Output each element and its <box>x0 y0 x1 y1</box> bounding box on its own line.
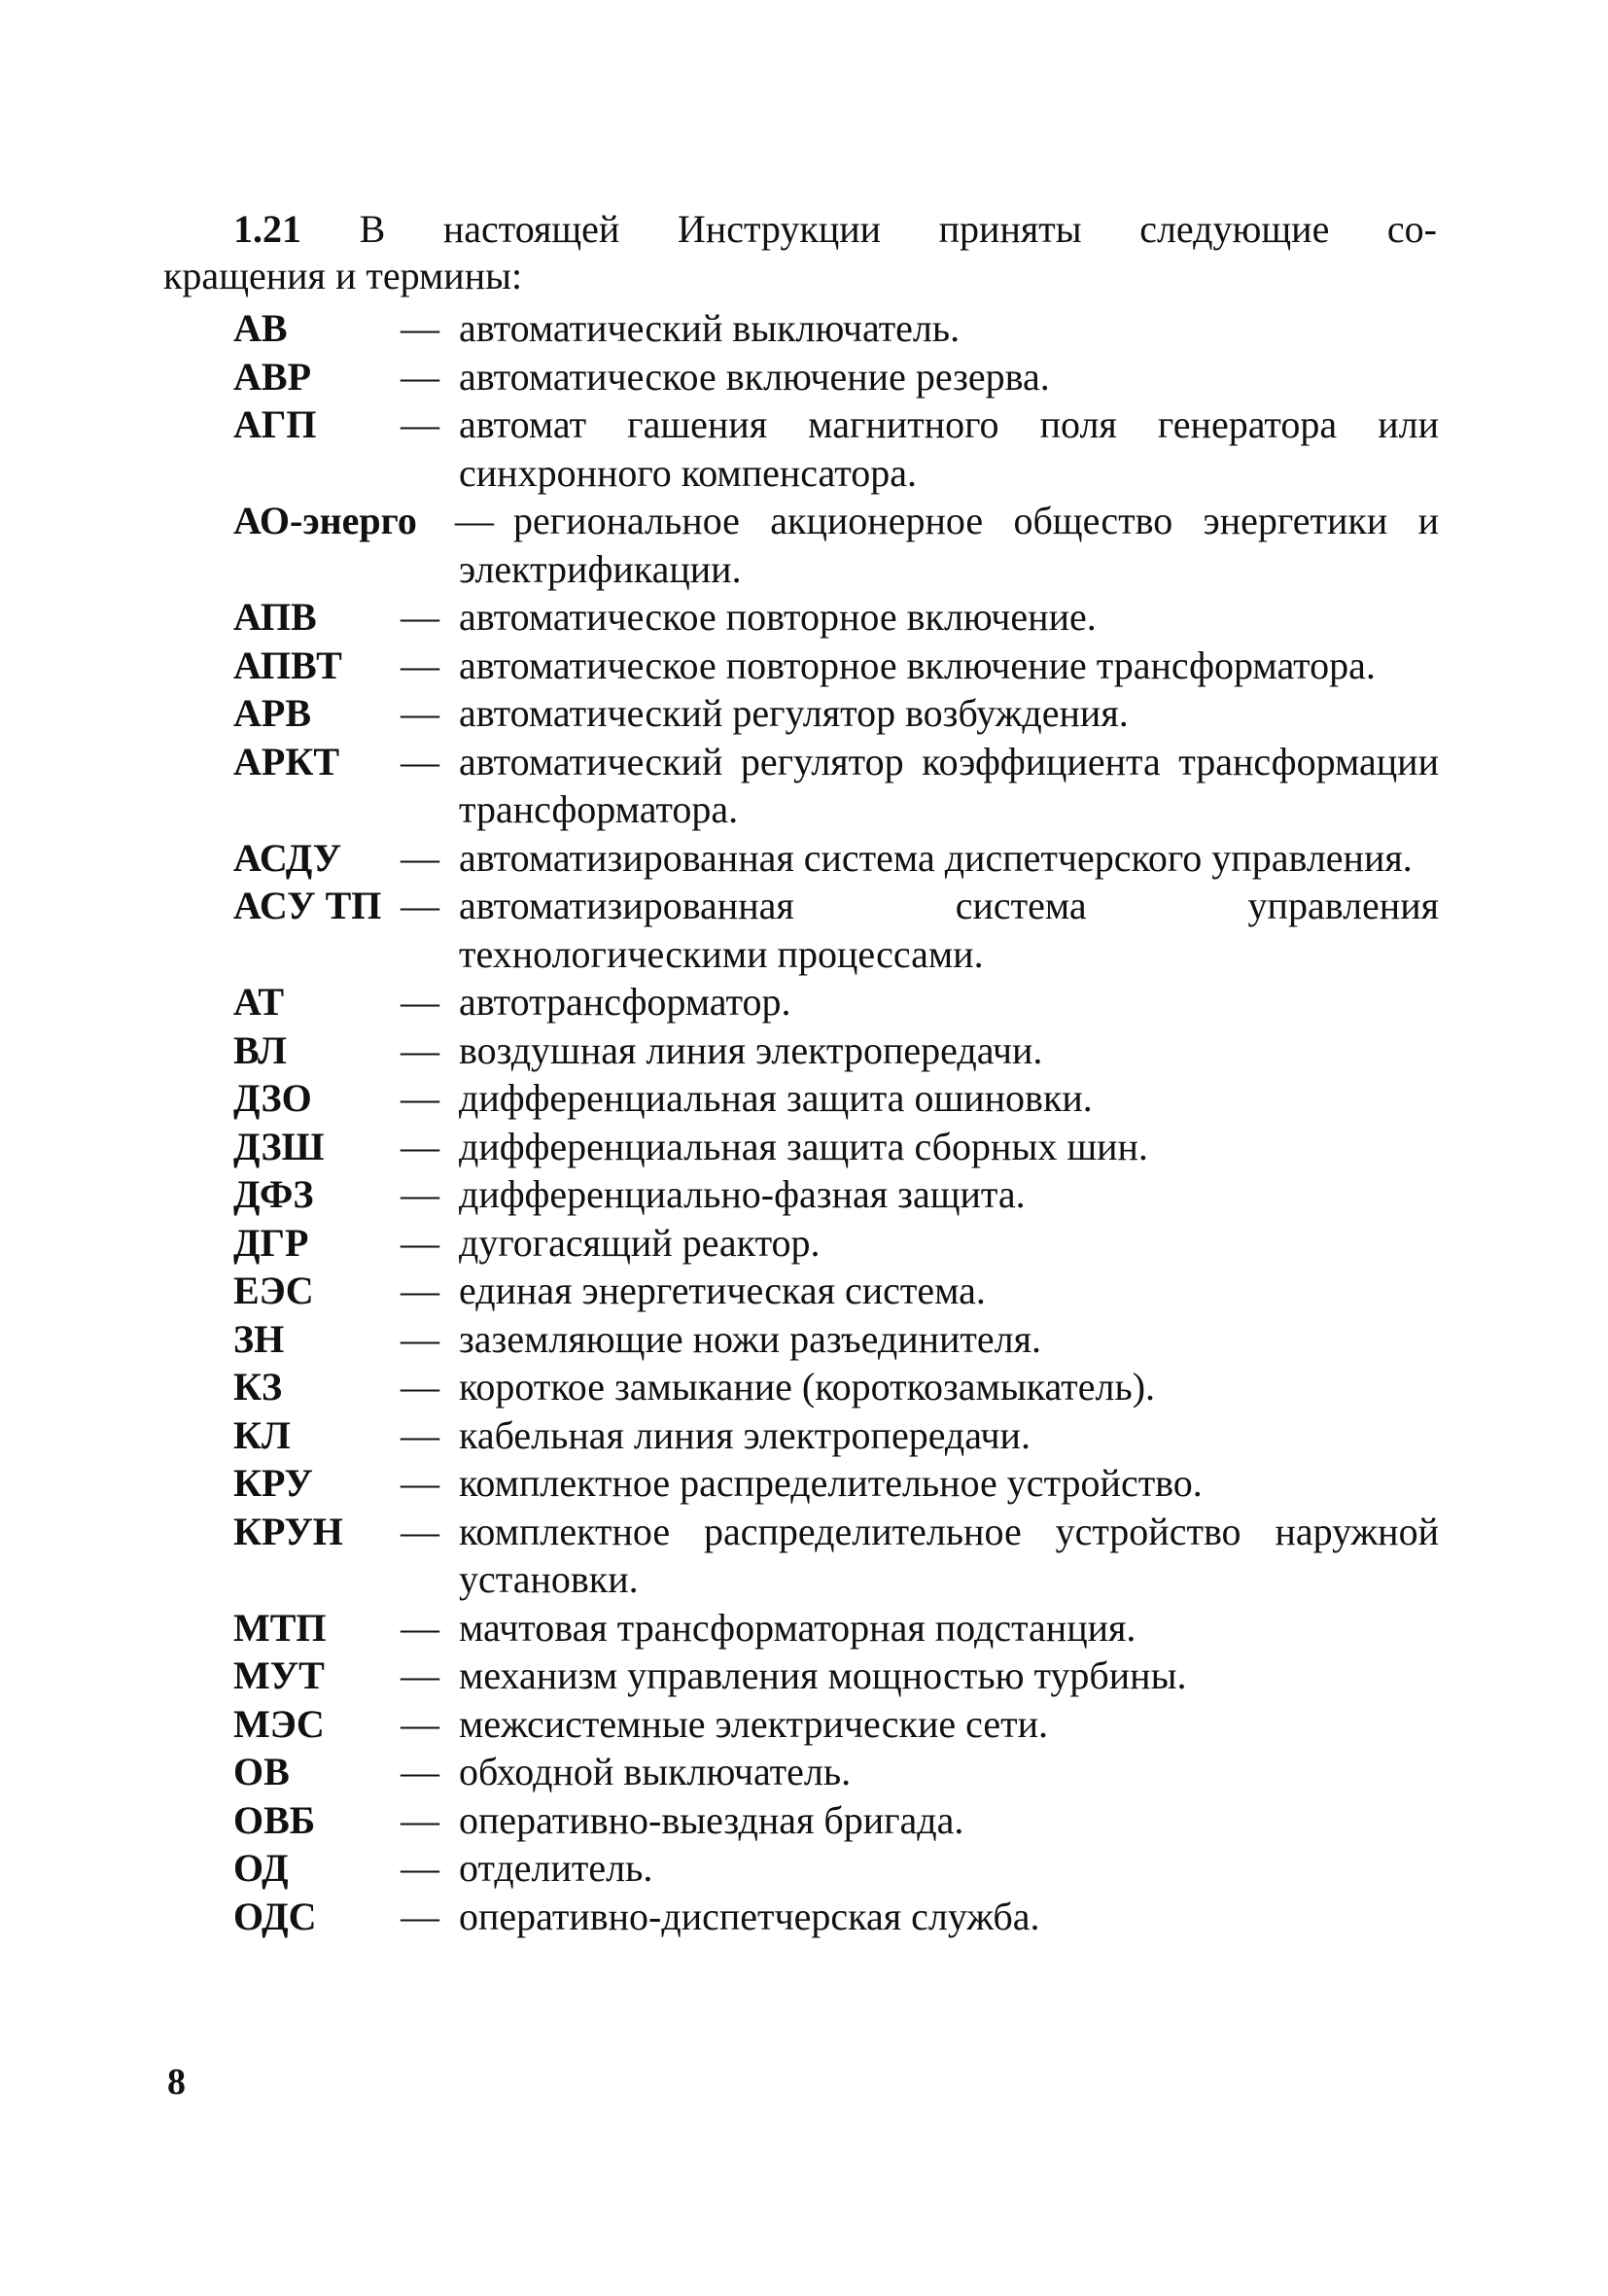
section-number: 1.21 <box>233 207 301 251</box>
abbreviation-entry <box>233 978 1439 1026</box>
abbreviation-term: ДФЗ <box>233 1172 314 1216</box>
abbreviation-definition: кабельная линия электропередачи. <box>459 1412 1031 1457</box>
abbreviation-entry <box>233 1123 1439 1171</box>
dash-separator: — <box>401 1027 439 1072</box>
abbreviation-definition: мачтовая трансформаторная подстанция. <box>459 1605 1136 1650</box>
dash-separator: — <box>401 1172 439 1216</box>
abbreviation-term: АРКТ <box>233 739 340 783</box>
abbreviation-term: АО-энерго <box>233 499 417 542</box>
abbreviation-term: МУТ <box>233 1653 325 1697</box>
abbreviation-term: АСУ ТП <box>233 884 382 927</box>
abbreviation-definition: автоматизированная система диспетчерского управления. <box>459 835 1413 880</box>
page-number: 8 <box>167 2062 186 2103</box>
abbreviation-term: ДЗШ <box>233 1124 325 1168</box>
abbreviation-entry <box>233 882 1439 978</box>
abbreviation-entry <box>233 1796 1439 1845</box>
abbreviation-entry <box>233 1893 1439 1941</box>
intro-line-1: В настоящей Инструкции приняты следующие со- <box>359 207 1438 251</box>
abbreviation-term: ОДС <box>233 1894 317 1938</box>
abbreviation-definition: дифференциальная защита ошиновки. <box>459 1076 1093 1120</box>
dash-separator: — <box>401 1750 439 1793</box>
abbreviation-definition: автоматический регулятор коэффициента трансформации трансформатора. <box>459 739 1439 831</box>
dash-separator: — <box>401 1076 439 1120</box>
dash-separator: — <box>401 1894 439 1938</box>
abbreviation-definition: отделитель. <box>459 1846 653 1890</box>
abbreviation-entry <box>233 738 1439 834</box>
dash-separator: — <box>401 1365 439 1409</box>
abbreviation-term: АПВ <box>233 595 317 639</box>
abbreviation-entry <box>233 400 1439 497</box>
abbreviation-entry <box>233 497 1439 593</box>
abbreviation-definition: автоматическое включение резерва. <box>459 354 1050 399</box>
abbreviation-term: КЛ <box>233 1412 291 1457</box>
dash-separator: — <box>401 1412 439 1457</box>
abbreviation-definition: автотрансформатор. <box>459 980 791 1024</box>
abbreviation-entry <box>233 1844 1439 1893</box>
dash-separator: — <box>401 1797 439 1842</box>
abbreviation-entry <box>233 1411 1439 1460</box>
dash-separator: — <box>401 306 439 350</box>
abbreviation-entry <box>233 1508 1439 1604</box>
abbreviation-entry <box>233 1700 1439 1749</box>
abbreviation-definition: дугогасящий реактор. <box>459 1220 821 1265</box>
dash-separator: — <box>401 1269 439 1312</box>
dash-separator: — <box>401 402 439 446</box>
abbreviation-entry <box>233 1315 1439 1364</box>
abbreviation-term: АПВТ <box>233 643 342 687</box>
abbreviation-term: АТ <box>233 980 285 1024</box>
abbreviation-entry <box>233 593 1439 642</box>
dash-separator: — <box>401 980 439 1024</box>
dash-separator: — <box>401 884 439 927</box>
dash-separator: — <box>401 1653 439 1697</box>
abbreviation-definition: автоматическое повторное включение трансформатора. <box>459 643 1376 687</box>
abbreviation-entry <box>233 1026 1439 1075</box>
abbreviation-definition: комплектное распределительное устройство. <box>459 1461 1203 1505</box>
abbreviation-definition: автоматический выключатель. <box>459 306 961 350</box>
abbreviation-definition: заземляющие ножи разъединителя. <box>459 1316 1042 1361</box>
abbreviation-term: ЕЭС <box>233 1269 314 1312</box>
abbreviation-term: ОД <box>233 1846 289 1890</box>
abbreviation-definition: автоматическое повторное включение. <box>459 595 1097 639</box>
abbreviation-term: МТП <box>233 1605 327 1650</box>
dash-separator: — <box>401 1316 439 1361</box>
abbreviation-entry <box>233 1363 1439 1411</box>
dash-separator: — <box>455 499 494 542</box>
intro-first-line <box>163 206 1437 253</box>
abbreviation-term: МЭС <box>233 1701 325 1746</box>
abbreviation-entry <box>233 1170 1439 1219</box>
dash-separator: — <box>401 739 439 783</box>
abbreviation-definition: комплектное распределительное устройство наружной установки. <box>459 1509 1439 1601</box>
abbreviation-term: ОВБ <box>233 1797 316 1842</box>
dash-separator: — <box>401 835 439 880</box>
abbreviation-definition: воздушная линия электропередачи. <box>459 1027 1043 1072</box>
abbreviation-list <box>233 304 1439 1940</box>
abbreviation-term: АРВ <box>233 691 311 735</box>
dash-separator: — <box>401 1220 439 1265</box>
dash-separator: — <box>401 1701 439 1746</box>
abbreviation-definition: оперативно-диспетчерская служба. <box>459 1894 1040 1938</box>
dash-separator: — <box>401 1846 439 1890</box>
abbreviation-definition: оперативно-выездная бригада. <box>459 1797 964 1842</box>
abbreviation-entry <box>233 1267 1439 1315</box>
abbreviation-term: КРУН <box>233 1509 343 1553</box>
abbreviation-definition: автомат гашения магнитного поля генератора или синхронного компенсатора. <box>459 402 1439 495</box>
abbreviation-definition: обходной выключатель. <box>459 1750 852 1793</box>
abbreviation-definition: межсистемные электрические сети. <box>459 1701 1049 1746</box>
dash-separator: — <box>401 1605 439 1650</box>
abbreviation-term: АВ <box>233 306 288 350</box>
dash-separator: — <box>401 354 439 399</box>
dash-separator: — <box>401 595 439 639</box>
abbreviation-entry <box>233 1074 1439 1123</box>
intro-line-2: кращения и термины: <box>163 254 523 297</box>
abbreviation-definition: дифференциально-фазная защита. <box>459 1172 1026 1216</box>
abbreviation-entry <box>233 1219 1439 1268</box>
abbreviation-term: КРУ <box>233 1461 313 1505</box>
abbreviation-definition: механизм управления мощностью турбины. <box>459 1653 1187 1697</box>
abbreviation-term: АГП <box>233 402 317 446</box>
abbreviation-definition: региональное акционерное общество энергетики и электрификации. <box>459 499 1439 591</box>
abbreviation-entry <box>233 689 1439 738</box>
dash-separator: — <box>401 643 439 687</box>
abbreviation-entry <box>233 1652 1439 1700</box>
abbreviation-term: АСДУ <box>233 835 342 880</box>
abbreviation-entry <box>233 353 1439 401</box>
abbreviation-definition: дифференциальная защита сборных шин. <box>459 1124 1148 1168</box>
abbreviation-entry <box>233 304 1439 353</box>
dash-separator: — <box>401 691 439 735</box>
abbreviation-definition: короткое замыкание (короткозамыкатель). <box>459 1365 1156 1409</box>
abbreviation-term: ДГР <box>233 1220 309 1265</box>
abbreviation-entry <box>233 642 1439 690</box>
dash-separator: — <box>401 1509 439 1553</box>
dash-separator: — <box>401 1124 439 1168</box>
dash-separator: — <box>401 1461 439 1505</box>
abbreviation-term: ОВ <box>233 1750 290 1793</box>
abbreviation-entry <box>233 1748 1439 1796</box>
abbreviation-term: АВР <box>233 354 311 399</box>
abbreviation-definition: единая энергетическая система. <box>459 1269 986 1312</box>
abbreviation-definition: автоматический регулятор возбуждения. <box>459 691 1129 735</box>
abbreviation-term: ВЛ <box>233 1027 287 1072</box>
abbreviation-term: ЗН <box>233 1316 285 1361</box>
intro-paragraph <box>163 206 1437 299</box>
abbreviation-term: ДЗО <box>233 1076 312 1120</box>
abbreviation-definition: автоматизированная система управления технологическими процессами. <box>459 884 1439 976</box>
abbreviation-entry <box>233 834 1439 883</box>
abbreviation-entry <box>233 1604 1439 1652</box>
abbreviation-term: КЗ <box>233 1365 283 1409</box>
abbreviation-entry <box>233 1459 1439 1508</box>
